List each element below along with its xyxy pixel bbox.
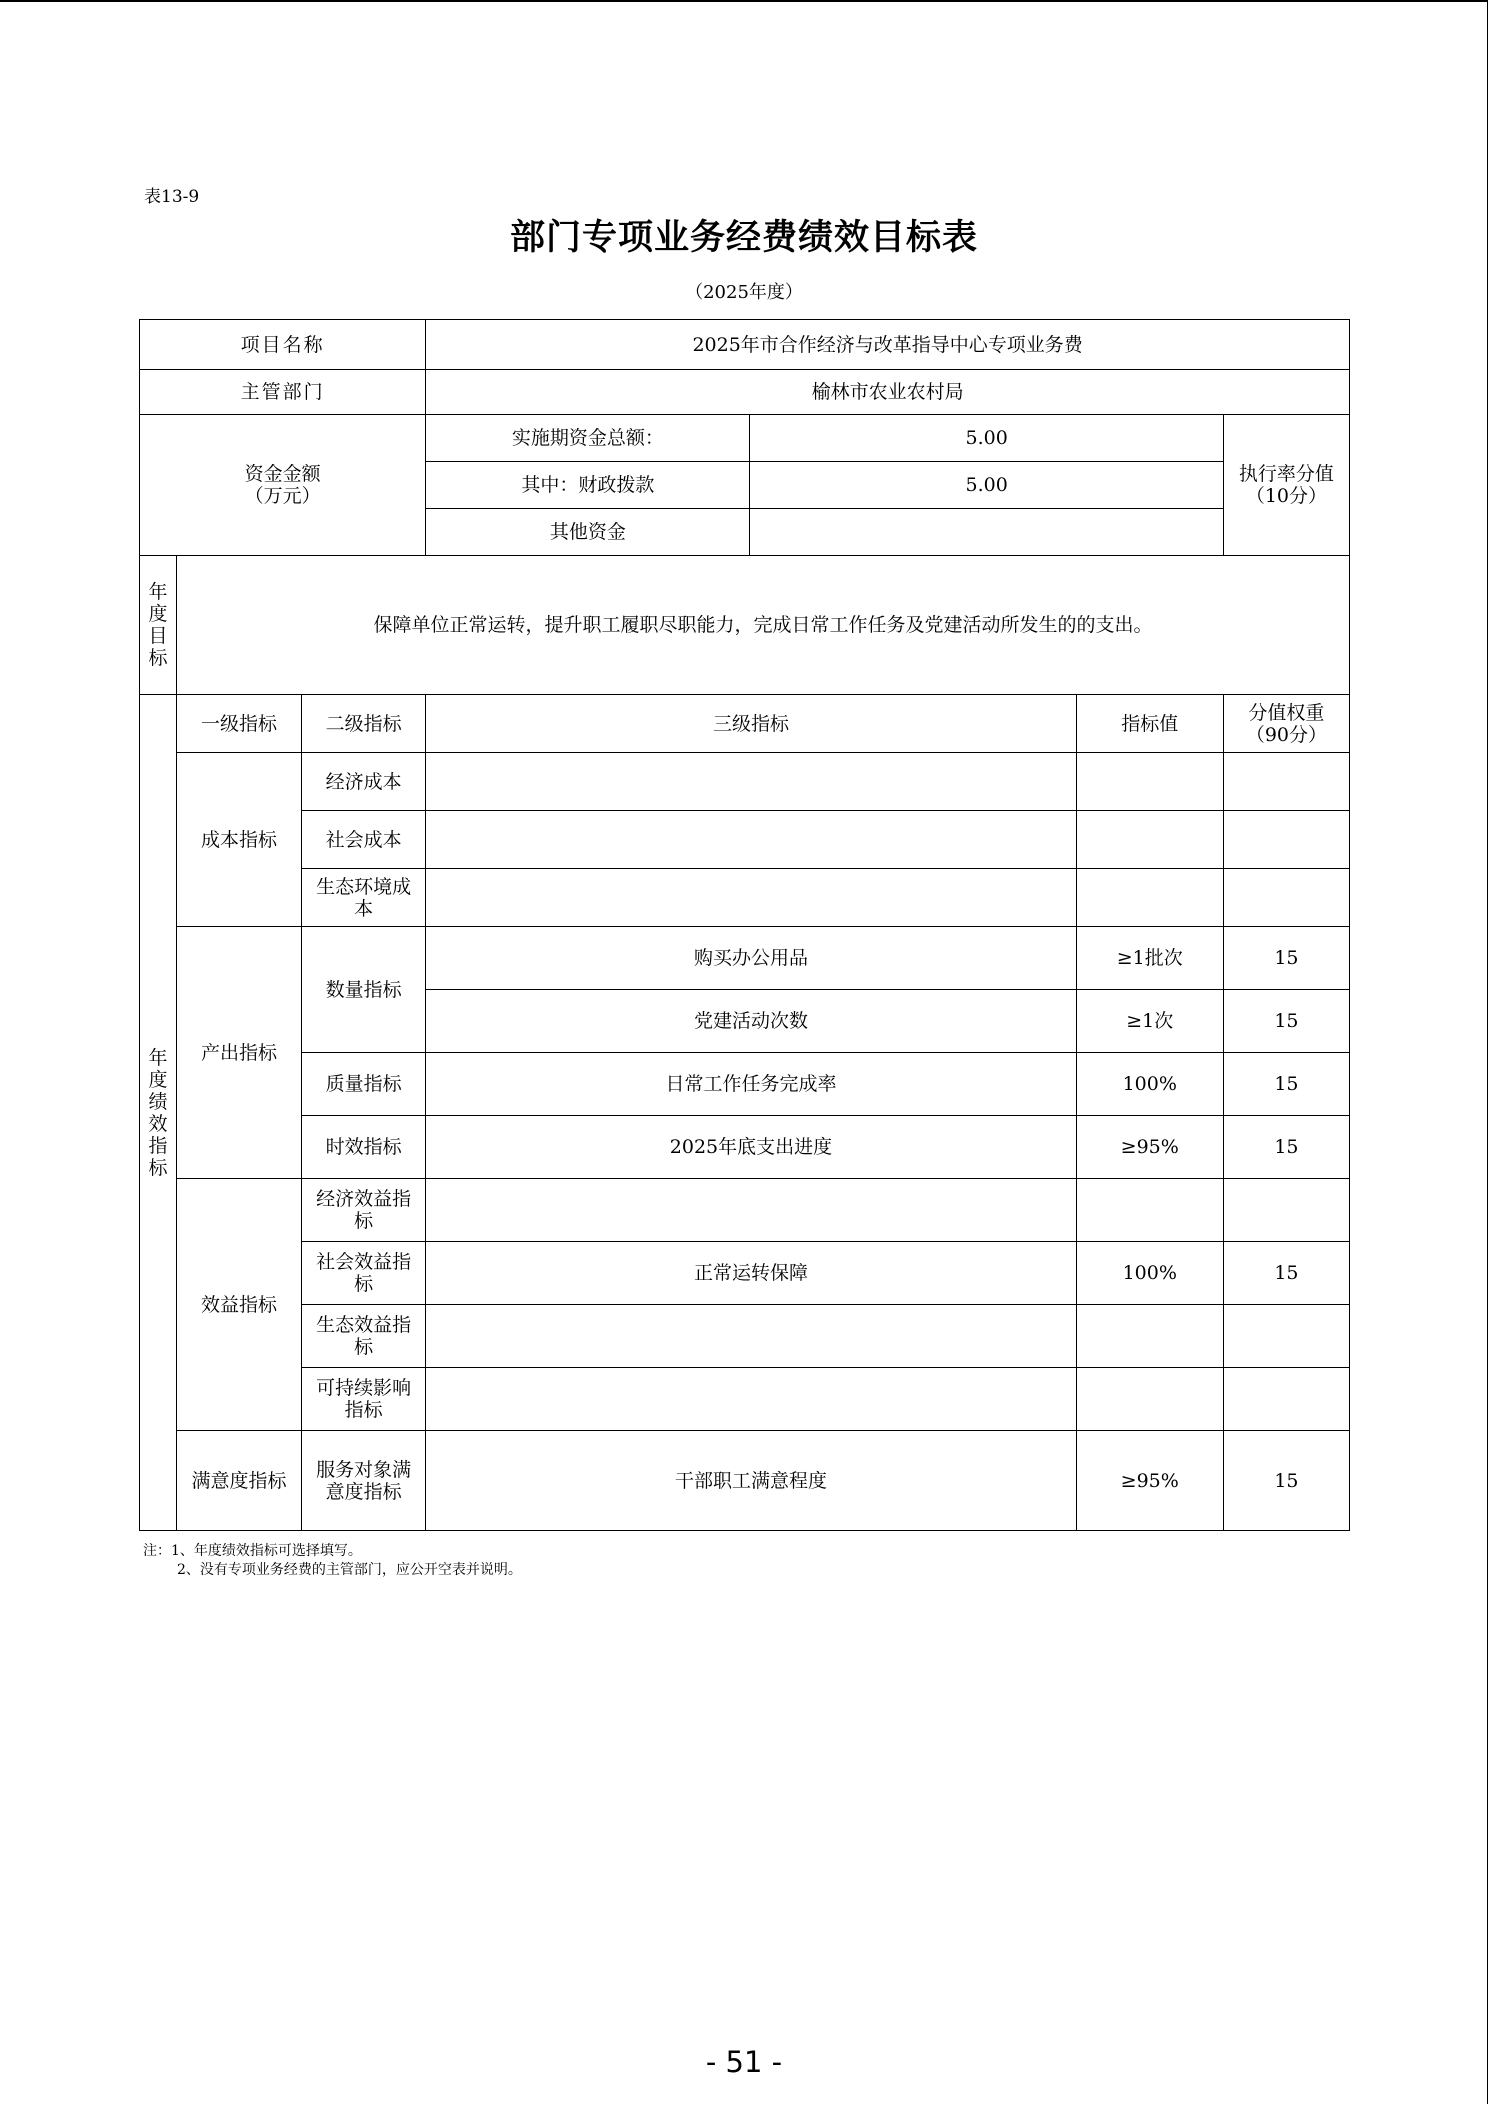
- annual-goal-text: 保障单位正常运转，提升职工履职尽职能力，完成日常工作任务及党建活动所发生的的支出。: [177, 556, 1350, 695]
- funds-other-value: [750, 509, 1223, 556]
- benefit-indicator-label: 效益指标: [177, 1179, 302, 1431]
- level2-cell: 社会成本: [302, 811, 426, 869]
- level2-cell: 经济效益指标: [302, 1179, 426, 1242]
- level3-cell: 正常运转保障: [426, 1242, 1076, 1305]
- level3-cell: 日常工作任务完成率: [426, 1053, 1076, 1116]
- level3-cell: [426, 869, 1076, 927]
- value-cell: 100%: [1076, 1053, 1223, 1116]
- department-label: 主管部门: [140, 370, 426, 415]
- output-indicator-label: 产出指标: [177, 927, 302, 1179]
- satisfaction-indicator-label: 满意度指标: [177, 1431, 302, 1531]
- project-name-value: 2025年市合作经济与改革指导中心专项业务费: [426, 320, 1350, 370]
- level2-cell: 质量指标: [302, 1053, 426, 1116]
- indicator-header-row: [140, 695, 1350, 753]
- level2-cell: 生态环境成本: [302, 869, 426, 927]
- level3-cell: [426, 811, 1076, 869]
- note-1: 注：1、年度绩效指标可选择填写。: [143, 1543, 362, 1559]
- weight-cell: [1223, 1368, 1349, 1431]
- weight-cell: [1223, 1179, 1349, 1242]
- funds-label-line2: （万元）: [244, 485, 321, 507]
- performance-target-table: [139, 319, 1350, 1531]
- project-name-label: 项目名称: [140, 320, 426, 370]
- note-2: 2、没有专项业务经费的主管部门，应公开空表并说明。: [177, 1562, 522, 1578]
- value-cell: [1076, 1179, 1223, 1242]
- weight-cell: 15: [1223, 927, 1349, 990]
- page-subtitle: （2025年度）: [685, 282, 803, 303]
- table-row: [140, 1053, 1350, 1116]
- funds-total-value: 5.00: [750, 415, 1223, 462]
- value-cell: [1076, 753, 1223, 811]
- level3-cell: 干部职工满意程度: [426, 1431, 1076, 1531]
- quantity-indicator-label: 数量指标: [302, 927, 426, 1053]
- annual-goal-row: [140, 556, 1350, 695]
- department-row: [140, 370, 1350, 415]
- execution-rate-score: [1223, 415, 1349, 556]
- header-level2: 二级指标: [302, 695, 426, 753]
- weight-cell: [1223, 1305, 1349, 1368]
- level3-cell: 购买办公用品: [426, 927, 1076, 990]
- level3-cell: [426, 753, 1076, 811]
- value-cell: [1076, 1368, 1223, 1431]
- level2-cell: 时效指标: [302, 1116, 426, 1179]
- level2-cell: 可持续影响指标: [302, 1368, 426, 1431]
- level3-cell: 2025年底支出进度: [426, 1116, 1076, 1179]
- level2-cell: 经济成本: [302, 753, 426, 811]
- table-row: [140, 753, 1350, 811]
- weight-cell: [1223, 869, 1349, 927]
- level3-cell: 党建活动次数: [426, 990, 1076, 1053]
- weight-cell: 15: [1223, 990, 1349, 1053]
- level2-cell: 社会效益指标: [302, 1242, 426, 1305]
- table-row: [140, 1179, 1350, 1242]
- level3-cell: [426, 1368, 1076, 1431]
- value-cell: [1076, 1305, 1223, 1368]
- table-row: [140, 1116, 1350, 1179]
- value-cell: ≥95%: [1076, 1116, 1223, 1179]
- weight-cell: [1223, 811, 1349, 869]
- execution-rate-line1: 执行率分值: [1238, 463, 1334, 485]
- value-cell: ≥1次: [1076, 990, 1223, 1053]
- execution-rate-line2: （10分）: [1245, 485, 1327, 507]
- table-row: [140, 811, 1350, 869]
- page-title: 部门专项业务经费绩效目标表: [509, 218, 978, 258]
- table-number: 表13-9: [144, 187, 200, 207]
- level3-cell: [426, 1179, 1076, 1242]
- page-number: - 51 -: [705, 2045, 783, 2079]
- project-name-row: [140, 320, 1350, 370]
- value-cell: ≥1批次: [1076, 927, 1223, 990]
- header-value: 指标值: [1076, 695, 1223, 753]
- table-row: [140, 1242, 1350, 1305]
- table-notes: [143, 1542, 522, 1580]
- table-row: [140, 1368, 1350, 1431]
- top-border-line: [0, 0, 1488, 2]
- funds-total-row: [140, 415, 1350, 462]
- weight-cell: 15: [1223, 1053, 1349, 1116]
- weight-cell: 15: [1223, 1116, 1349, 1179]
- level2-cell: 生态效益指标: [302, 1305, 426, 1368]
- annual-goal-label: 年 度 目 标: [140, 556, 177, 695]
- funds-total-label: 实施期资金总额：: [426, 415, 750, 462]
- value-cell: ≥95%: [1076, 1431, 1223, 1531]
- table-row: [140, 869, 1350, 927]
- value-cell: [1076, 869, 1223, 927]
- table-row: [140, 1431, 1350, 1531]
- funds-fiscal-label: 其中：财政拨款: [426, 462, 750, 509]
- weight-cell: 15: [1223, 1431, 1349, 1531]
- header-level1: 一级指标: [177, 695, 302, 753]
- funds-label-line1: 资金金额: [244, 463, 321, 485]
- funds-fiscal-value: 5.00: [750, 462, 1223, 509]
- department-value: 榆林市农业农村局: [426, 370, 1350, 415]
- table-row: [140, 927, 1350, 990]
- value-cell: 100%: [1076, 1242, 1223, 1305]
- funds-label: [140, 415, 426, 556]
- cost-indicator-label: 成本指标: [177, 753, 302, 927]
- annual-performance-indicator-label: 年 度 绩 效 指 标: [140, 695, 177, 1531]
- value-cell: [1076, 811, 1223, 869]
- weight-cell: [1223, 753, 1349, 811]
- level3-cell: [426, 1305, 1076, 1368]
- header-weight: 分值权重 （90分）: [1223, 695, 1349, 753]
- level2-cell: 服务对象满意度指标: [302, 1431, 426, 1531]
- table-row: [140, 1305, 1350, 1368]
- weight-cell: 15: [1223, 1242, 1349, 1305]
- header-level3: 三级指标: [426, 695, 1076, 753]
- funds-other-label: 其他资金: [426, 509, 750, 556]
